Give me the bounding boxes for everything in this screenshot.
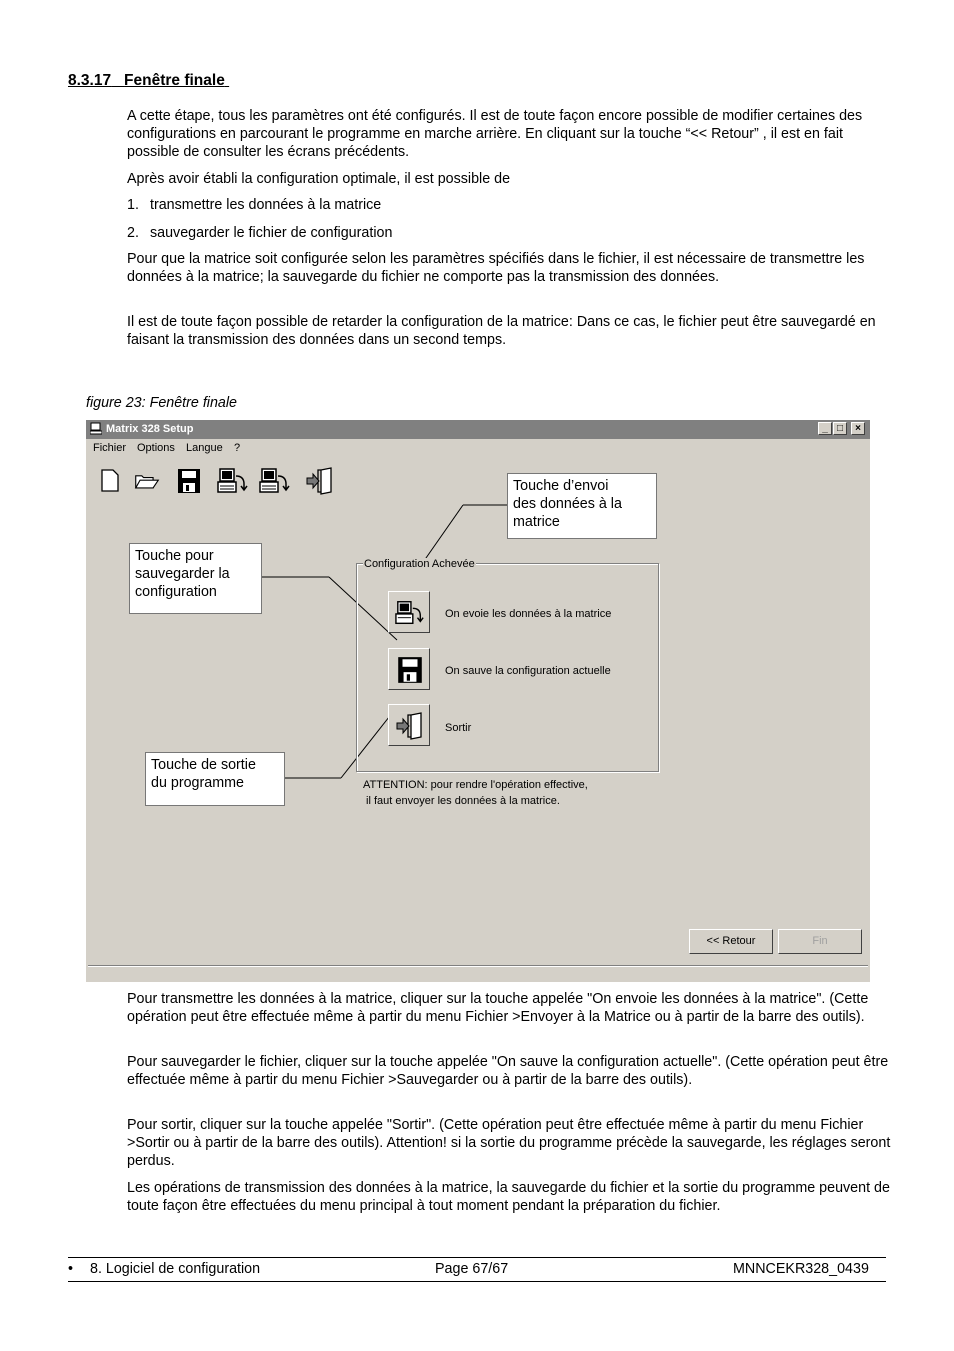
save-config-label: On sauve la configuration actuelle: [445, 665, 611, 677]
list-item: [127, 224, 392, 242]
send-computer-icon: [395, 598, 425, 628]
footer-rule-top: [68, 1257, 886, 1258]
callout-line: Touche de sortie: [151, 757, 256, 773]
callout-save: [129, 543, 262, 614]
menu-options[interactable]: Options: [137, 442, 175, 454]
callout-line: sauvegarder la: [135, 566, 230, 582]
menu-fichier[interactable]: Fichier: [93, 442, 127, 454]
intro-paragraph-2: Après avoir établi la configuration optimale, il est possible de: [127, 171, 511, 187]
footer-bullet: •: [68, 1261, 74, 1277]
callout-line: matrice: [513, 514, 560, 530]
status-bar: [88, 965, 868, 981]
footer-page-number: Page 67/67: [435, 1261, 509, 1277]
save-disk-icon: [395, 655, 425, 685]
finish-button[interactable]: Fin: [778, 929, 862, 954]
list-number: 1.: [127, 197, 139, 213]
figure-caption: figure 23: Fenêtre finale: [86, 395, 238, 411]
callout-exit: [145, 752, 285, 806]
list-text: transmettre les données à la matrice: [150, 197, 382, 213]
callout-line: des données à la: [513, 496, 622, 512]
footer-doc-code: MNNCEKR328_0439: [733, 1261, 869, 1277]
close-button[interactable]: ×: [851, 422, 865, 435]
window-title: Matrix 328 Setup: [106, 423, 194, 435]
list-item: [127, 196, 381, 214]
section-heading: [68, 72, 229, 90]
groupbox-label: Configuration Achevée: [364, 558, 475, 570]
callout-line: Touche d’envoi: [513, 478, 609, 494]
section-number: 8.3.17: [68, 72, 112, 89]
send-data-button[interactable]: [388, 591, 430, 633]
attention-line-1: ATTENTION: pour rendre l'opération effective,: [363, 779, 588, 791]
list-text: sauvegarder le fichier de configuration: [150, 225, 393, 241]
footer-chapter: 8. Logiciel de configuration: [90, 1261, 261, 1277]
after-paragraph-3: Pour sortir, cliquer sur la touche appelée "Sortir". (Cette opération peut être effectuée même à partir du menu Fichier >Sortir ou à partir de la barre des outils). Attention! si la sortie du programme précède la sauvegarde, les réglages seront perdus.: [127, 1117, 891, 1169]
list-number: 2.: [127, 225, 139, 241]
callout-line: Touche pour: [135, 548, 214, 564]
section-title: Fenêtre finale: [124, 72, 225, 89]
after-paragraph-2: Pour sauvegarder le fichier, cliquer sur la touche appelée "On sauve la configuration actuelle". (Cette opération peut être effectuée même à partir du menu Fichier >Sauvegarder ou à partir de la barre des outils).: [127, 1054, 889, 1088]
footer-rule-bottom: [68, 1281, 886, 1282]
attention-line-2: il faut envoyer les données à la matrice.: [363, 795, 560, 807]
back-button[interactable]: << Retour: [689, 929, 773, 954]
menu-langue[interactable]: Langue: [186, 442, 223, 454]
intro-paragraph-1: A cette étape, tous les paramètres ont été configurés. Il est de toute façon encore possible de modifier certaines des configurations en parcourant le programme en marche arrière. En cliquant sur la touche “<< Retour” , il est en fait possible de consulter les écrans précédents.: [127, 108, 863, 160]
after-paragraph-1: Pour transmettre les données à la matrice, cliquer sur la touche appelée "On envoie les données à la matrice". (Cette opération peut être effectuée même à partir du menu Fichier >Envoyer à la Matrice ou à partir de la barre des outils).: [127, 991, 869, 1025]
exit-button[interactable]: [388, 704, 430, 746]
minimize-button[interactable]: _: [818, 422, 832, 435]
callout-send: [507, 473, 657, 539]
exit-label: Sortir: [445, 722, 472, 734]
intro-paragraph-3: Pour que la matrice soit configurée selon les paramètres spécifiés dans le fichier, il est nécessaire de transmettre les données à la matrice; la sauvegarde du fichier ne comporte pas la transmission des données.: [127, 251, 865, 285]
exit-door-icon: [395, 711, 425, 741]
callout-line: configuration: [135, 584, 217, 600]
save-config-button[interactable]: [388, 648, 430, 690]
send-data-label: On evoie les données à la matrice: [445, 608, 612, 620]
menu-help[interactable]: ?: [234, 442, 241, 454]
after-paragraph-4: Les opérations de transmission des données à la matrice, la sauvegarde du fichier et la sortie du programme peuvent de toute façon être effectuées du menu principal à tout moment pendant la préparation du fichier.: [127, 1180, 890, 1214]
maximize-button[interactable]: □: [833, 422, 847, 435]
intro-paragraph-4: Il est de toute façon possible de retarder la configuration de la matrice: Dans ce cas, le fichier peut être sauvegardé en faisant la transmission des données dans un second temps.: [127, 314, 876, 348]
callout-line: du programme: [151, 775, 244, 791]
app-window: [86, 420, 870, 982]
